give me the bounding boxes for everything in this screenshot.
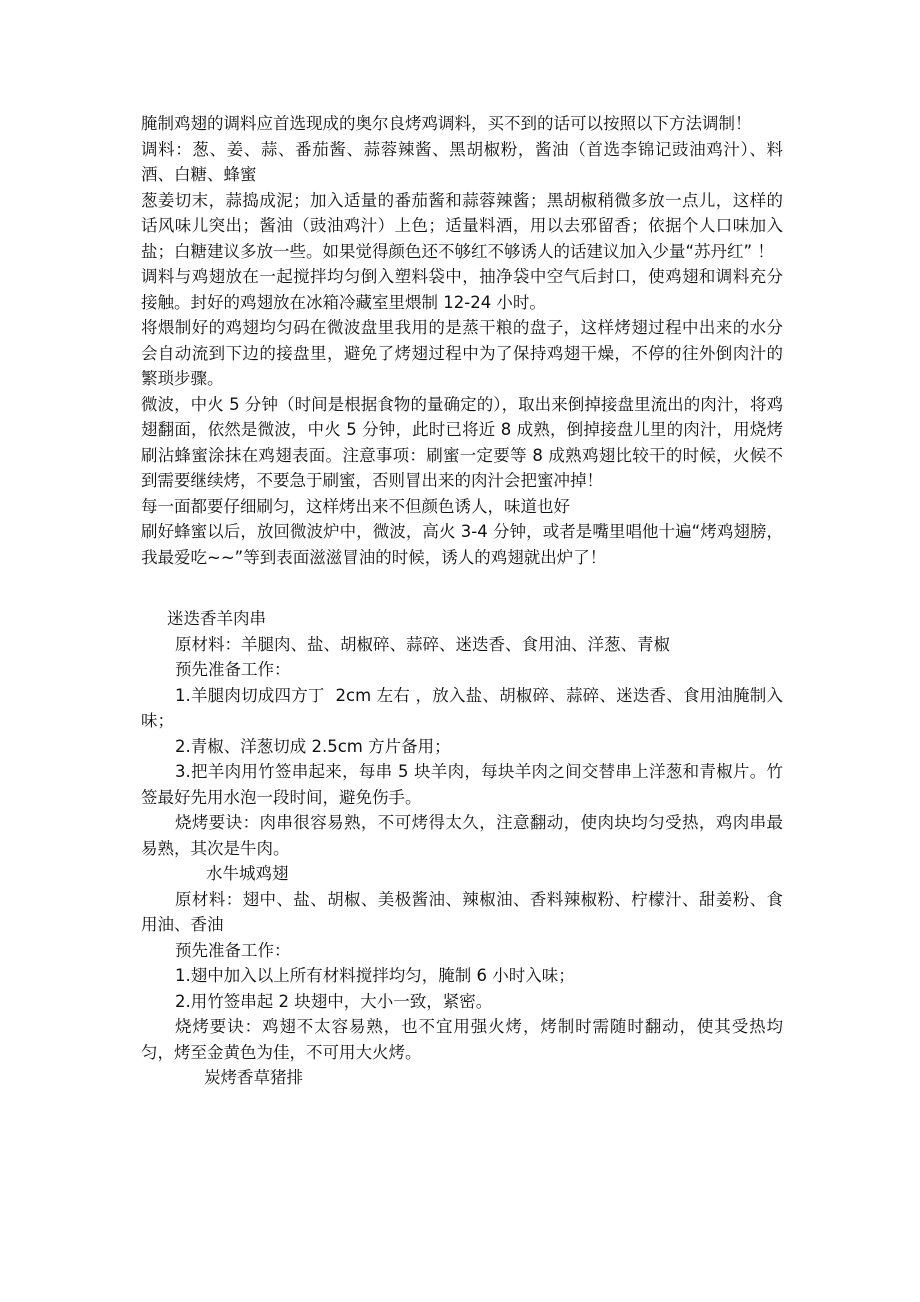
lamb-grill-tips: 烧烤要诀：肉串很容易熟，不可烤得太久，注意翻动，使肉块均匀受热，鸡肉串最易熟，其次是牛肉。 [141,813,783,858]
lamb-ingredients: 原材料：羊腿肉、盐、胡椒碎、蒜碎、迷迭香、食用油、洋葱、青椒 [175,634,670,654]
wings-ingredients: 原材料：翅中、盐、胡椒、美极酱油、辣椒油、香料辣椒粉、柠檬汁、甜姜粉、食用油、香油 [141,889,783,934]
lamb-step-1: 1.羊腿肉切成四方丁 2cm 左右 ，放入盐、胡椒碎、蒜碎、迷迭香、食用油腌制入味； [141,685,783,730]
wings-grill-tips: 烧烤要诀：鸡翅不太容易熟，也不宜用强火烤，烤制时需随时翻动，使其受热均匀，烤至金黄色为佳，不可用大火烤。 [141,1017,783,1062]
lamb-prep-heading: 预先准备工作： [175,660,291,679]
document-body [141,111,783,1091]
lamb-recipe-title: 迷迭香羊肉串 [167,609,266,628]
intro-paragraph-5: 将煨制好的鸡翅均匀码在微波盘里我用的是蒸干粮的盘子，这样烤翅过程中出来的水分会自动流到下边的接盘里，避免了烤翅过程中为了保持鸡翅干燥，不停的往外倒肉汁的繁琐步骤。 [141,318,783,388]
wings-step-2: 2.用竹签串起 2 块翅中，大小一致，紧密。 [175,991,493,1011]
wings-recipe-title: 水牛城鸡翅 [206,864,289,883]
intro-seasoning-list: 调料：葱、姜、蒜、番茄酱、蒜蓉辣酱、黑胡椒粉，酱油（首选李锦记豉油鸡汁）、料酒、白糖、蜂蜜 [141,139,783,184]
intro-paragraph-8: 刷好蜂蜜以后，放回微波炉中，微波，高火 3-4 分钟，或者是嘴里唱他十遍“烤鸡翅膀，我最爱吃~~”等到表面滋滋冒油的时候，诱人的鸡翅就出炉了！ [141,522,783,567]
intro-paragraph-7: 每一面都要仔细刷匀，这样烤出来不但颜色诱人，味道也好 [141,496,570,516]
lamb-step-2: 2.青椒、洋葱切成 2.5cm 方片备用； [175,736,451,756]
intro-paragraph-4: 调料与鸡翅放在一起搅拌均匀倒入塑料袋中，抽净袋中空气后封口，使鸡翅和调料充分接触。封好的鸡翅放在冰箱冷藏室里煨制 12-24 小时。 [141,267,783,312]
wings-step-1: 1.翅中加入以上所有材料搅拌均匀，腌制 6 小时入味； [175,966,575,985]
intro-paragraph-6: 微波，中火 5 分钟（时间是根据食物的量确定的），取出来倒掉接盘里流出的肉汁，将鸡翅翻面，依然是微波，中火 5 分钟，此时已将近 8 成熟，倒掉接盘儿里的肉汁，用烧烤刷沾蜂蜜涂抹在鸡翅表面。注意事项：刷蜜一定要等 8 成熟鸡翅比较干的时候，火候不到需要继续烤，不要急于刷蜜，否则冒出来的肉汁会把蜜冲掉！ [141,394,783,490]
lamb-step-3: 3.把羊肉用竹签串起来，每串 5 块羊肉，每块羊肉之间交替串上洋葱和青椒片。竹签最好先用水泡一段时间，避免伤手。 [141,762,783,807]
intro-paragraph-1: 腌制鸡翅的调料应首选现成的奥尔良烤鸡调料，买不到的话可以按照以下方法调制！ [141,114,752,133]
pork-recipe-title: 炭烤香草猪排 [204,1068,303,1087]
wings-prep-heading: 预先准备工作： [175,940,291,960]
intro-paragraph-3: 葱姜切末，蒜捣成泥；加入适量的番茄酱和蒜蓉辣酱；黑胡椒稍微多放一点儿，这样的话风味儿突出；酱油（豉油鸡汁）上色；适量料酒，用以去邪留香；依据个人口味加入盐；白糖建议多放一些。如果觉得颜色还不够红不够诱人的话建议加入少量“苏丹红” ！ [141,190,783,261]
section-spacer [141,570,783,606]
